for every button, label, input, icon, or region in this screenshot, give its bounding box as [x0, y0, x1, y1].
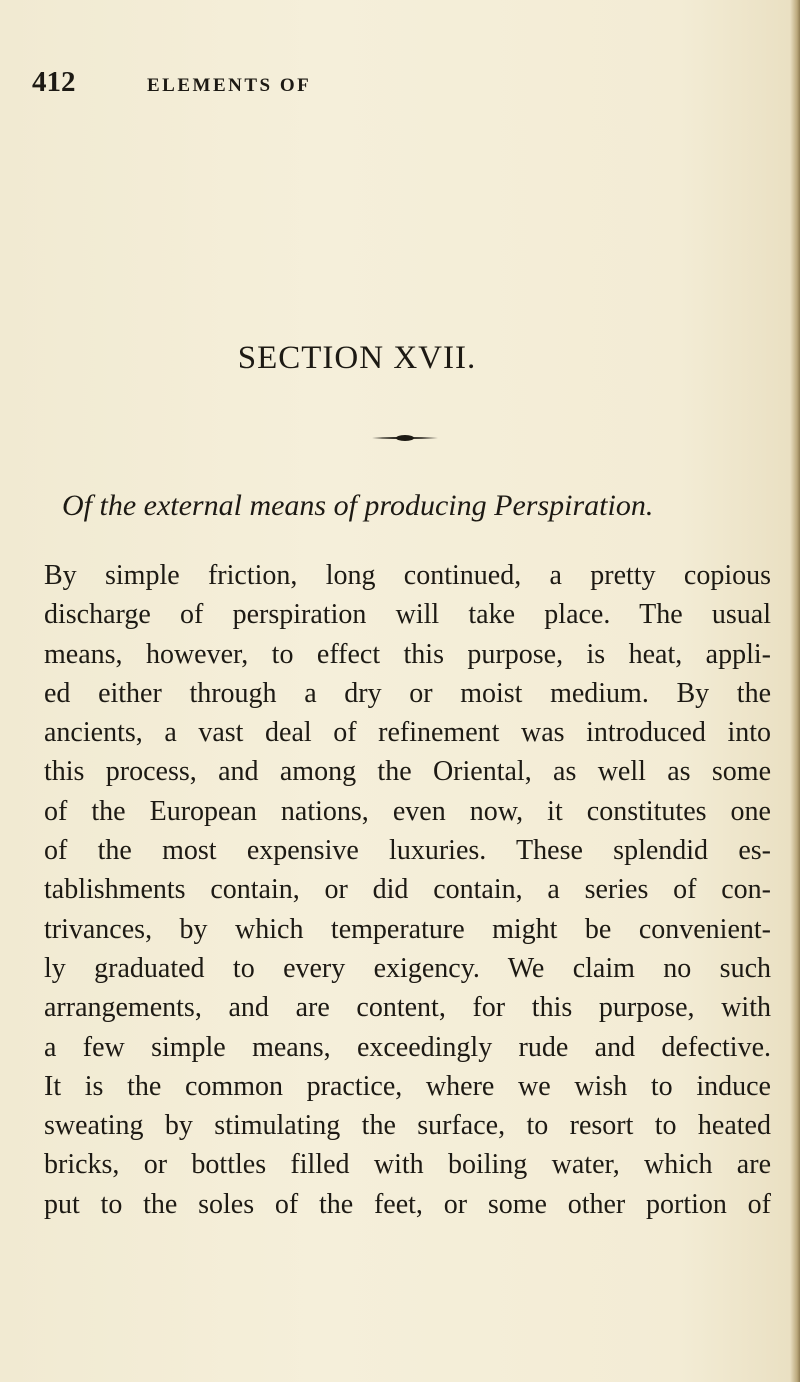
body-line: discharge of perspiration will take place. The usual — [44, 599, 771, 631]
body-line: It is the common practice, where we wish to induce — [44, 1070, 771, 1102]
body-line: of the European nations, even now, it constitutes one — [44, 795, 771, 827]
page-edge-shadow — [790, 0, 800, 1382]
section-divider-ornament — [372, 434, 438, 442]
section-heading-text: SECTION XVII. — [237, 340, 477, 376]
body-line: ly graduated to every exigency. We claim no such — [44, 952, 771, 984]
body-line: ancients, a vast deal of refinement was introduced into — [44, 717, 771, 749]
body-line: ed either through a dry or moist medium. By the — [44, 677, 771, 709]
body-line: bricks, or bottles filled with boiling water, which are — [44, 1149, 771, 1181]
body-line: trivances, by which temperature might be convenient- — [44, 913, 771, 945]
body-line: put to the soles of the feet, or some other portion of — [44, 1188, 771, 1220]
body-line: of the most expensive luxuries. These splendid es- — [44, 835, 771, 867]
body-line: this process, and among the Oriental, as well as some — [44, 756, 771, 788]
body-line: means, however, to effect this purpose, is heat, appli- — [44, 638, 771, 670]
body-line: By simple friction, long continued, a pretty copious — [44, 560, 771, 591]
body-line: tablishments contain, or did contain, a series of con- — [44, 874, 771, 906]
section-subtitle: Of the external means of producing Perspiration. — [62, 489, 654, 522]
running-head: ELEMENTS OF — [147, 75, 312, 96]
body-line: arrangements, and are content, for this purpose, with — [44, 992, 771, 1024]
body-paragraph — [44, 556, 771, 1224]
section-heading — [0, 340, 800, 377]
body-line: a few simple means, exceedingly rude and defective. — [44, 1031, 771, 1063]
body-line: sweating by stimulating the surface, to resort to heated — [44, 1110, 771, 1142]
page-number: 412 — [32, 66, 76, 98]
